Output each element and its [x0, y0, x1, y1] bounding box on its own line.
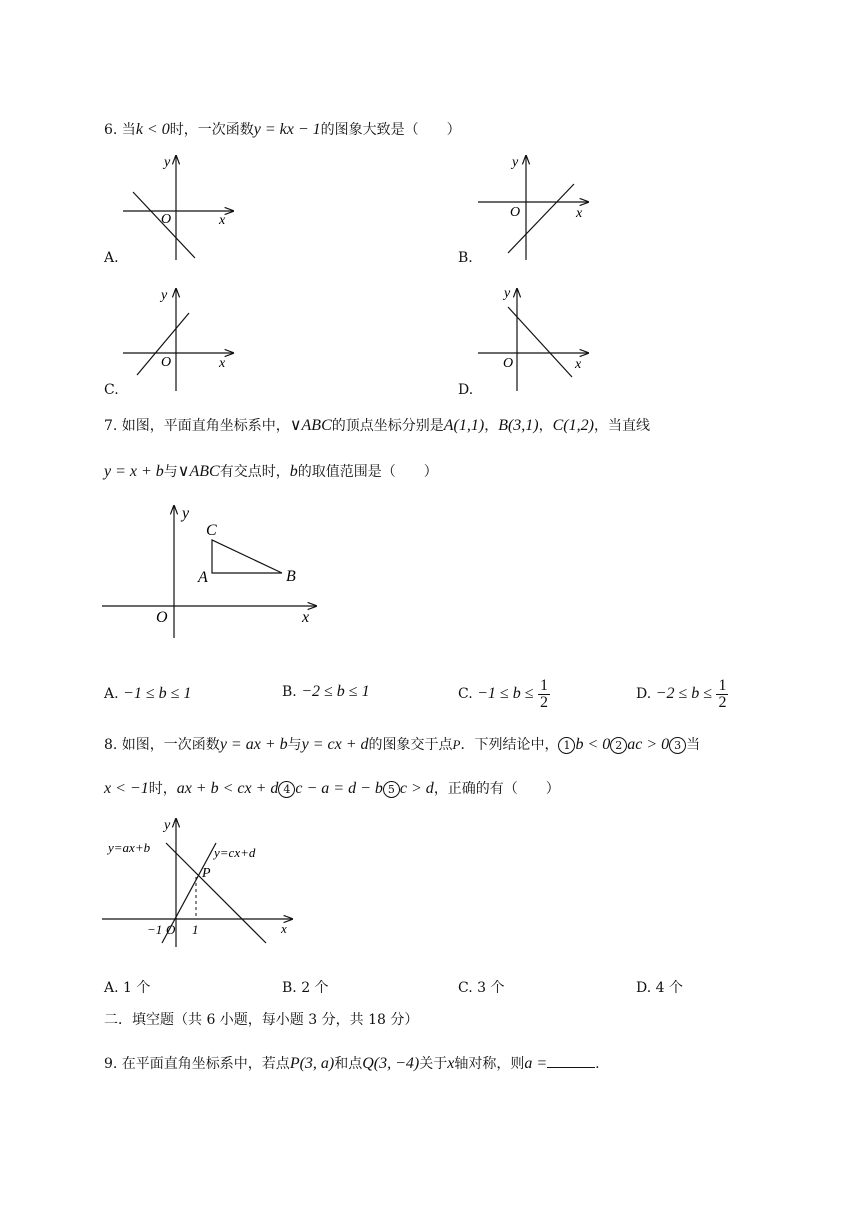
- q6-graph-b: [470, 150, 600, 265]
- origin-label: O: [166, 922, 176, 937]
- q6-graph-d: [470, 283, 600, 398]
- q8-stem-line1: 8. 如图，一次函数y = ax + b与y = cx + d的图象交于点P．下列结论中， 1 b < 0 2 ac > 0 3 当: [104, 736, 701, 753]
- point-p-label: P: [202, 866, 211, 881]
- axis-y-label: y: [512, 155, 519, 170]
- q9-answer-blank[interactable]: [547, 1053, 595, 1068]
- q8-option-d[interactable]: D. 4 个: [636, 980, 683, 996]
- q6-option-b[interactable]: B.: [458, 250, 473, 266]
- axis-origin-label: O: [161, 355, 172, 370]
- tick-neg1-label: −1: [147, 922, 163, 937]
- q7-option-b[interactable]: B. −2 ≤ b ≤ 1: [282, 683, 370, 700]
- axis-x-label: x: [576, 206, 583, 221]
- q6-option-c[interactable]: C.: [104, 382, 119, 398]
- axis-x-label: x: [281, 921, 287, 936]
- q6-stem: 6. 当k < 0时，一次函数y = kx − 1的图象大致是（ ）: [104, 121, 461, 138]
- label-cx-plus-d: y=cx+d: [214, 845, 256, 860]
- vertex-c-label: C: [206, 522, 217, 539]
- q8-option-c[interactable]: C. 3 个: [458, 980, 505, 996]
- q8-option-a[interactable]: A. 1 个: [104, 980, 151, 996]
- q7-stem-line2: y = x + b与∨ABC有交点时，b的取值范围是（ ）: [104, 463, 438, 480]
- axis-y-label: y: [161, 288, 168, 303]
- q7-option-c[interactable]: C. −1 ≤ b ≤ $\frac{1}{2}$: [458, 676, 548, 711]
- axis-x-label: x: [302, 609, 310, 626]
- origin-label: O: [156, 609, 168, 626]
- triangle-abc: [212, 540, 282, 573]
- axis-origin-label: O: [503, 356, 514, 371]
- section-heading-fill-blank: 二．填空题（共 6 小题，每小题 3 分，共 18 分）: [104, 1012, 419, 1028]
- q7-stem-line1: 7. 如图，平面直角坐标系中，∨ABC的顶点坐标分别是A(1,1)，B(3,1)，C(1,2)，当直线: [104, 417, 650, 434]
- q8-option-b[interactable]: B. 2 个: [282, 980, 329, 996]
- vertex-b-label: B: [286, 568, 296, 585]
- axis-y-label: y: [164, 818, 171, 833]
- axis-y-label: y: [164, 155, 171, 170]
- q8-figure: [100, 815, 300, 950]
- q9-stem: 9. 在平面直角坐标系中，若点P(3, a)和点Q(3, −4)关于x轴对称，则a = .: [104, 1055, 600, 1072]
- axis-x-label: x: [219, 356, 226, 371]
- axis-y-label: y: [504, 286, 511, 301]
- q8-stem-line2: x < −1时，ax + b < cx + d 4 c − a = d − b 5 c > d，正确的有（ ）: [104, 780, 560, 797]
- label-ax-plus-b: y=ax+b: [108, 840, 151, 855]
- axis-origin-label: O: [510, 205, 521, 220]
- axis-x-label: x: [219, 213, 226, 228]
- axis-x-label: x: [575, 357, 582, 372]
- vertex-a-label: A: [198, 569, 208, 586]
- q6-option-a[interactable]: A.: [104, 250, 119, 266]
- axis-origin-label: O: [161, 212, 172, 227]
- q7-option-d[interactable]: D. −2 ≤ b ≤ $\frac{1}{2}$: [636, 676, 727, 711]
- q7-figure: [100, 500, 330, 640]
- q7-option-a[interactable]: A. −1 ≤ b ≤ 1: [104, 685, 192, 702]
- q6-graph-a: [115, 150, 245, 265]
- tick-1-label: 1: [192, 922, 199, 937]
- q6-option-d[interactable]: D.: [458, 382, 474, 398]
- axis-y-label: y: [182, 505, 190, 522]
- q6-graph-c: [115, 283, 245, 398]
